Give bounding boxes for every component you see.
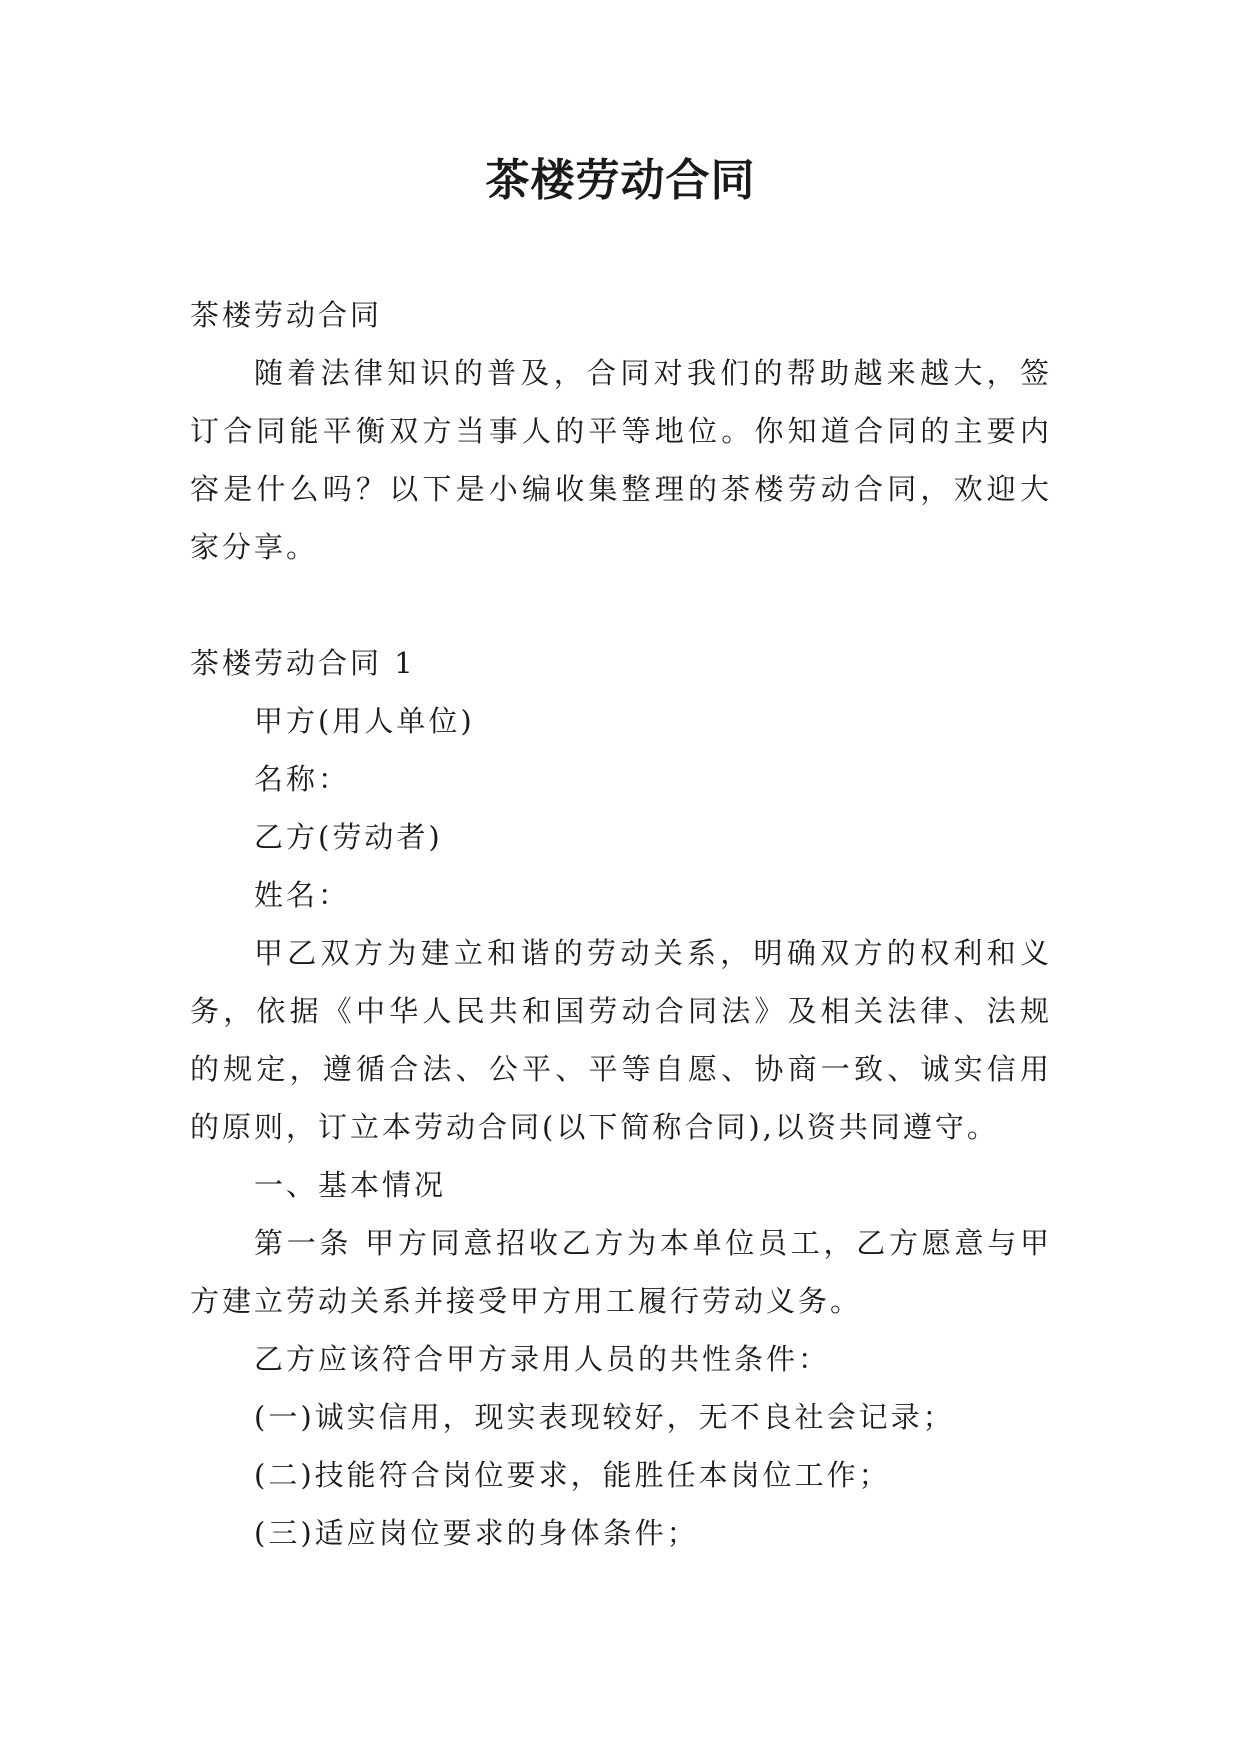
party-b-name-field: 姓名： [254, 878, 351, 912]
document-body [190, 286, 1052, 1562]
party-a-label: 甲方(用人单位) [254, 704, 475, 738]
section-heading: 茶楼劳动合同 1 [190, 646, 416, 680]
conditions-intro: 乙方应该符合甲方录用人员的共性条件： [254, 1342, 831, 1376]
preamble-paragraph: 甲乙双方为建立和谐的劳动关系，明确双方的权利和义务，依据《中华人民共和国劳动合同法》及相关法律、法规的规定，遵循合法、公平、平等自愿、协商一致、诚实信用的原则，订立本劳动合同(以下简称合同),以资共同遵守。 [190, 936, 1052, 1144]
document-title: 茶楼劳动合同 [485, 155, 756, 206]
article-1: 第一条 甲方同意招收乙方为本单位员工，乙方愿意与甲方建立劳动关系并接受甲方用工履行劳动义务。 [190, 1226, 1052, 1318]
intro-paragraph: 随着法律知识的普及，合同对我们的帮助越来越大，签订合同能平衡双方当事人的平等地位。你知道合同的主要内容是什么吗？以下是小编收集整理的茶楼劳动合同，欢迎大家分享。 [190, 356, 1052, 564]
condition-item: (一)诚实信用，现实表现较好，无不良社会记录； [254, 1400, 955, 1434]
subtitle: 茶楼劳动合同 [190, 298, 383, 332]
condition-item: (三)适应岗位要求的身体条件； [254, 1516, 699, 1550]
party-b-label: 乙方(劳动者) [254, 820, 443, 854]
paragraph-gap [190, 576, 1052, 634]
party-a-name-field: 名称： [254, 762, 351, 796]
condition-item: (二)技能符合岗位要求，能胜任本岗位工作； [254, 1458, 891, 1492]
chapter-heading: 一、基本情况 [254, 1168, 447, 1202]
